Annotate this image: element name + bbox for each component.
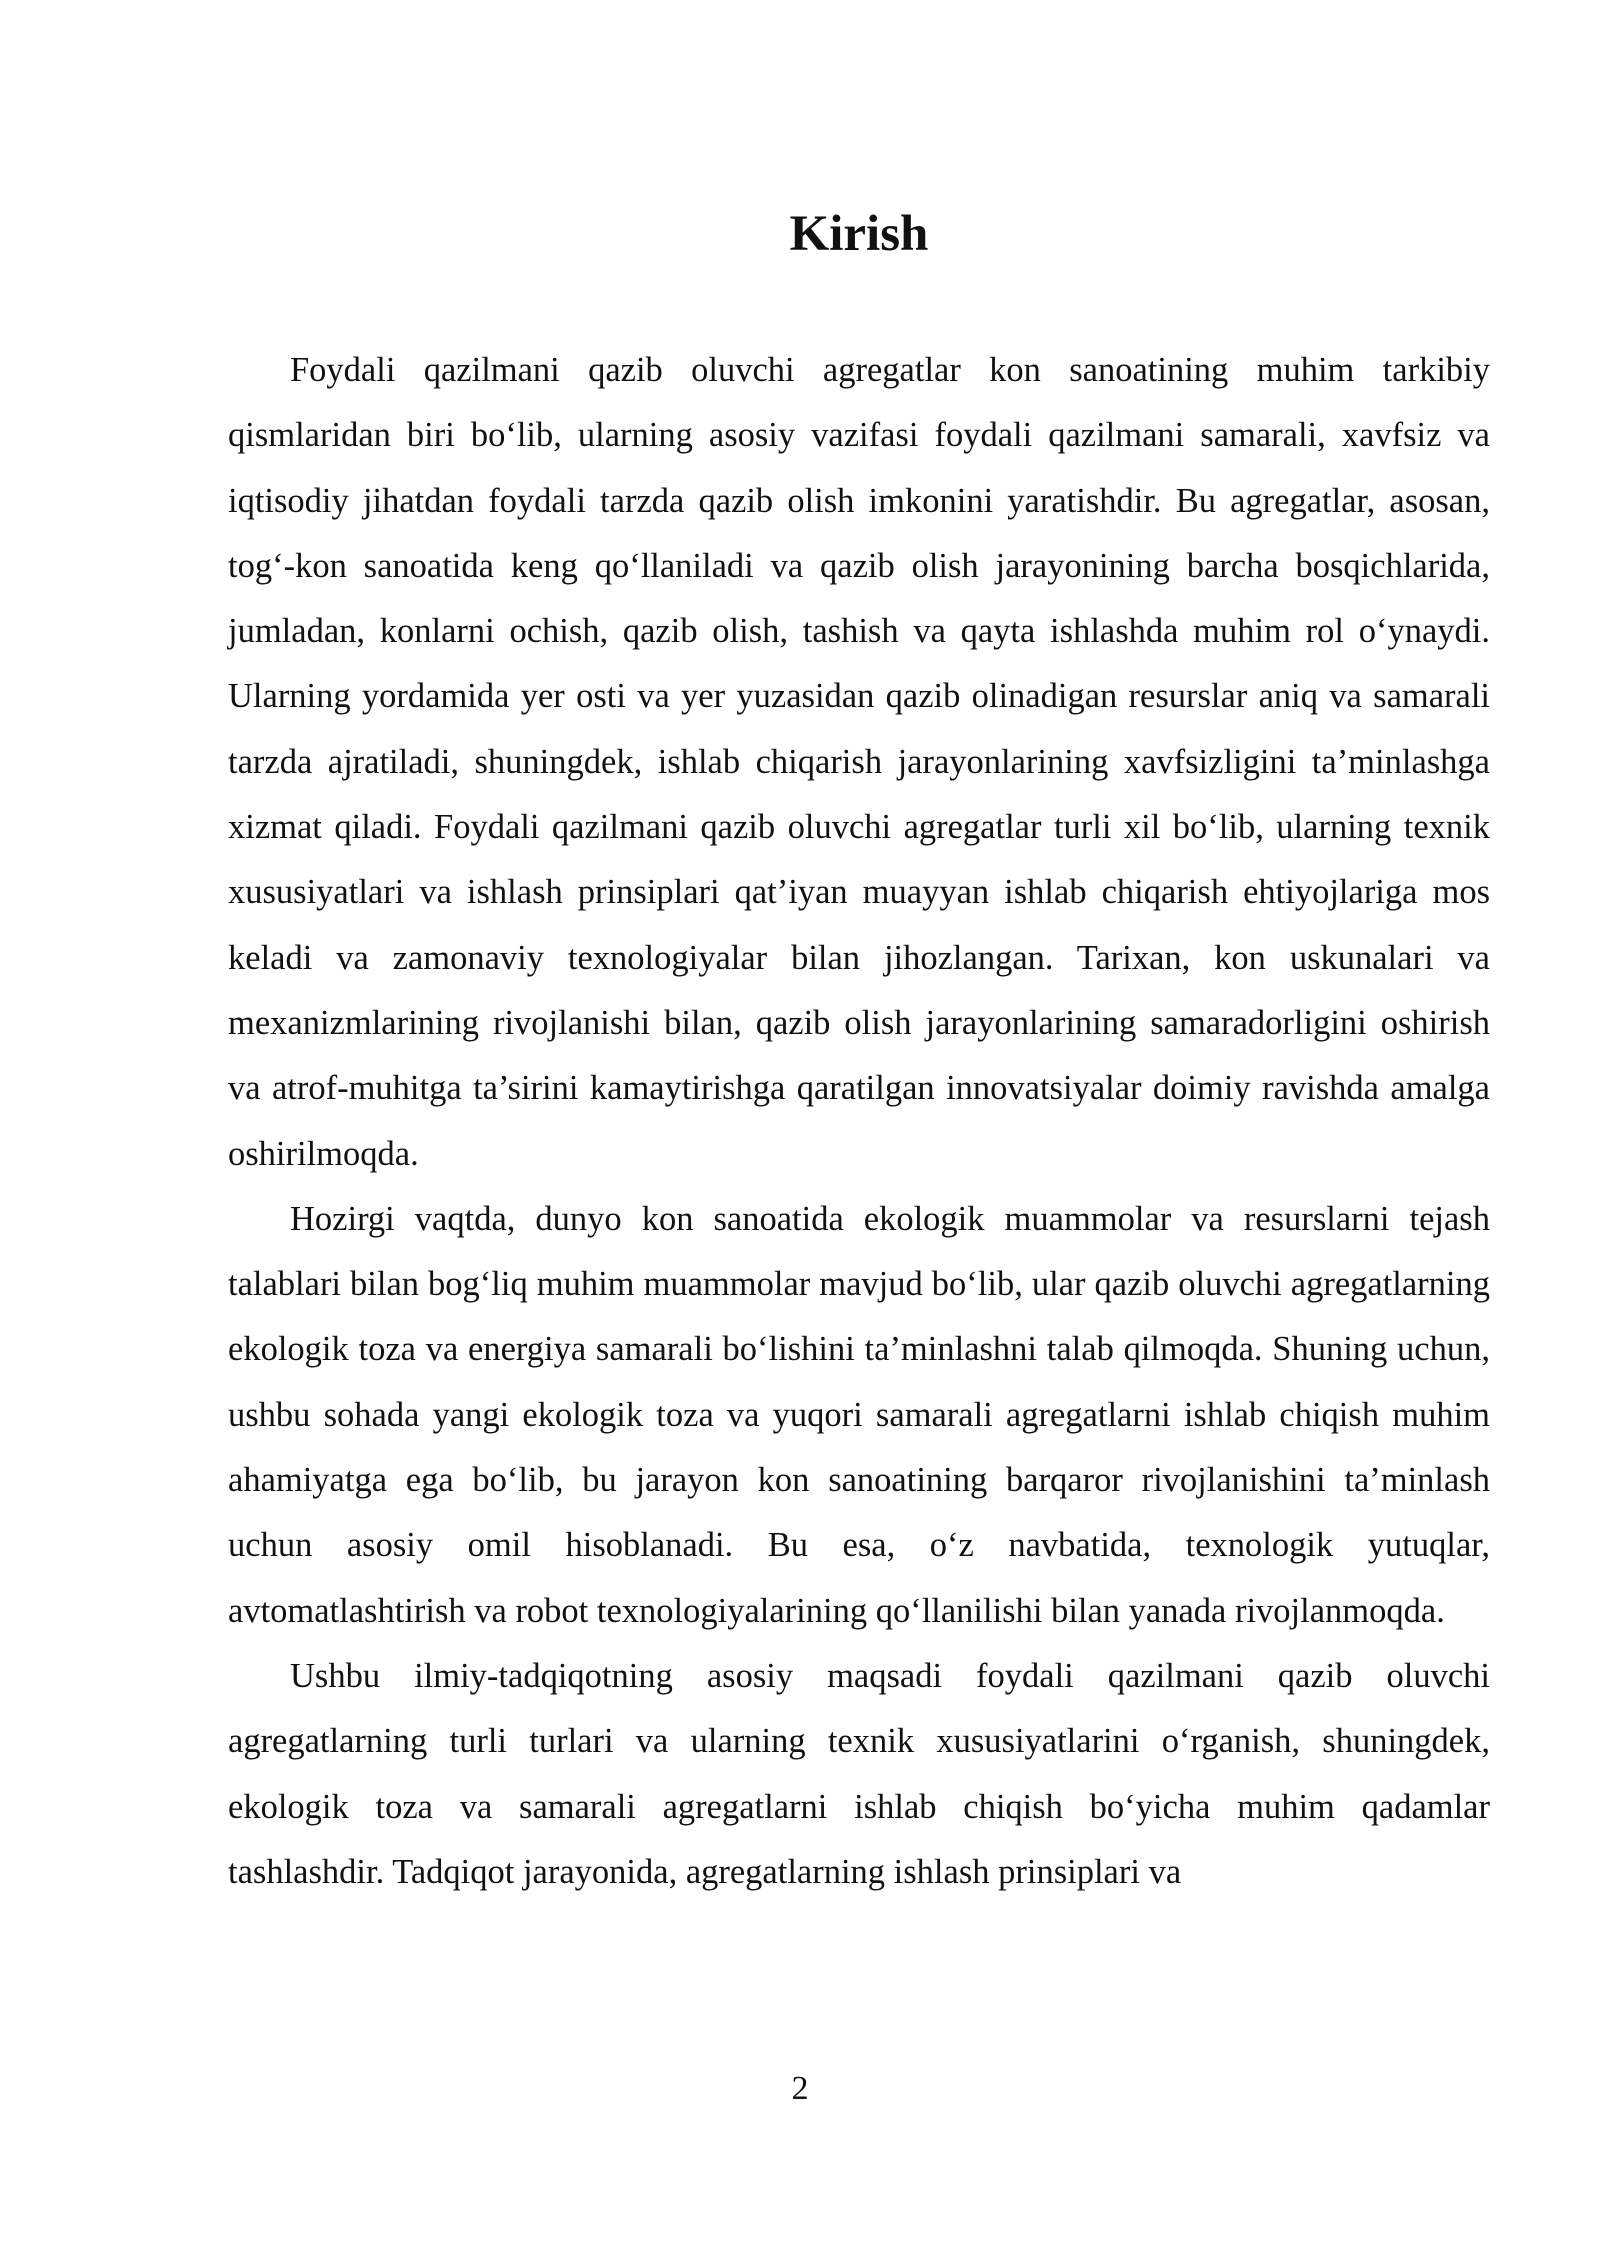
page-title: Kirish: [789, 206, 929, 262]
paragraph-3: Ushbu ilmiy-tadqiqotning asosiy maqsadi foydali qazilmani qazib oluvchi agregatlarning turli turlari va ularning texnik xususiyatlarini o‘rganish, shuningdek, ekologik toza va samarali agregatlarni ishlab chiqish bo‘yicha muhim qadamlar tashlashdir. Tadqiqot jarayonida, agregatlarning ishlash prinsiplari va: [228, 1656, 1490, 1891]
page-number: 2: [791, 2070, 809, 2107]
paragraph-1: Foydali qazilmani qazib oluvchi agregatlar kon sanoatining muhim tarkibiy qismlaridan biri bo‘lib, ularning asosiy vazifasi foydali qazilmani samarali, xavfsiz va iqtisodiy jihatdan foydali tarzda qazib olish imkonini yaratishdir. Bu agregatlar, asosan, tog‘-kon sanoatida keng qo‘llaniladi va qazib olish jarayonining barcha bosqichlarida, jumladan, konlarni ochish, qazib olish, tashish va qayta ishlashda muhim rol o‘ynaydi. Ularning yordamida yer osti va yer yuzasidan qazib olinadigan resurslar aniq va samarali tarzda ajratiladi, shuningdek, ishlab chiqarish jarayonlarining xavfsizligini ta’minlashga xizmat qiladi. Foydali qazilmani qazib oluvchi agregatlar turli xil bo‘lib, ularning texnik xususiyatlari va ishlash prinsiplari qat’iyan muayyan ishlab chiqarish ehtiyojlariga mos keladi va zamonaviy texnologiyalar bilan jihozlangan. Tarixan, kon uskunalari va mexanizmlarining rivojlanishi bilan, qazib olish jarayonlarining samaradorligini oshirish va atrof-muhitga ta’sirini kamaytirishga qaratilgan innovatsiyalar doimiy ravishda amalga oshirilmoqda.: [228, 351, 1490, 1173]
document-body: [228, 338, 1490, 1905]
paragraph-2: Hozirgi vaqtda, dunyo kon sanoatida ekologik muammolar va resurslarni tejash talablari bilan bog‘liq muhim muammolar mavjud bo‘lib, ular qazib oluvchi agregatlarning ekologik toza va energiya samarali bo‘lishini ta’minlashni talab qilmoqda. Shuning uchun, ushbu sohada yangi ekologik toza va yuqori samarali agregatlarni ishlab chiqish muhim ahamiyatga ega bo‘lib, bu jarayon kon sanoatining barqaror rivojlanishini ta’minlash uchun asosiy omil hisoblanadi. Bu esa, o‘z navbatida, texnologik yutuqlar, avtomatlashtirish va robot texnologiyalarining qo‘llanilishi bilan yanada rivojlanmoqda.: [228, 1199, 1490, 1630]
